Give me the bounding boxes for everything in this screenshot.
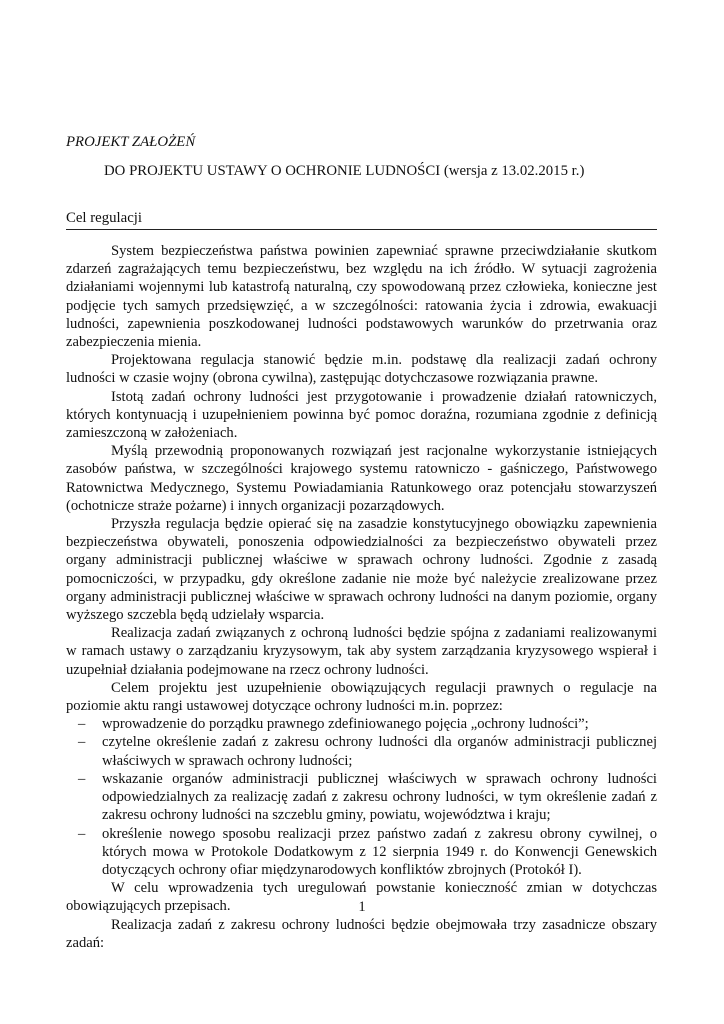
document-body — [66, 242, 657, 952]
page-number: 1 — [358, 899, 366, 915]
list-item-text: czytelne określenie zadań z zakresu ochrony ludności dla organów administracji publicznej właściwych w sprawach ochrony ludności; — [102, 734, 657, 769]
paragraph: Projektowana regulacja stanowić będzie m.in. podstawę dla realizacji zadań ochrony ludności w czasie wojny (obrona cywilna), zastępując dotychczasowe rozwiązania prawne. — [66, 352, 657, 387]
list-item-text: wprowadzenie do porządku prawnego zdefiniowanego pojęcia „ochrony ludności”; — [102, 716, 589, 733]
paragraph: Realizacja zadań z zakresu ochrony ludności będzie obejmowała trzy zasadnicze obszary zadań: — [66, 916, 657, 951]
bullet-dash: – — [78, 734, 86, 751]
list-item-text: określenie nowego sposobu realizacji przez państwo zadań z zakresu obrony cywilnej, o których mowa w Protokole Dodatkowym z 12 sierpnia 1949 r. do Konwencji Genewskich dotyczących ochrony ofiar międzynarodowych konfliktów zbrojnych (Protokół I). — [102, 825, 657, 878]
section-heading: Cel regulacji — [66, 209, 657, 230]
paragraph: Celem projektu jest uzupełnienie obowiązujących regulacji prawnych o regulacje na poziomie aktu rangi ustawowej dotyczące ochrony ludności m.in. poprzez: — [66, 679, 657, 715]
list-item-text: wskazanie organów administracji publicznej właściwych w sprawach ochrony ludności odpowiedzialnych za realizację zadań z zakresu ochrony ludności, w tym określenie zadań z zakresu ochrony ludności na szczeblu gminy, powiatu, województwa i kraju; — [102, 770, 657, 824]
document-title: DO PROJEKTU USTAWY O OCHRONIE LUDNOŚCI (wersja z 13.02.2015 r.) — [104, 163, 585, 179]
paragraph: Myślą przewodnią proponowanych rozwiązań jest racjonalne wykorzystanie istniejących zasobów państwa, w szczególności krajowego systemu ratowniczo - gaśniczego, Państwowego Ratownictwa Medycznego, Systemu Powiadamiania Ratunkowego oraz potencjału stowarzyszeń (ochotnicze straże pożarne) i innych organizacji pozarządowych. — [66, 443, 657, 514]
bullet-dash: – — [78, 770, 86, 787]
bullet-dash: – — [78, 716, 86, 733]
paragraph: Przyszła regulacja będzie opierać się na zasadzie konstytucyjnego obowiązku zapewnienia bezpieczeństwa obywateli, ponoszenia odpowiedzialności za bezpieczeństwo obywateli przez organy administracji publicznej właściwe w sprawach ochrony ludności. Zgodnie z zasadą pomocniczości, w przypadku, gdy określone zadanie nie może być należycie zrealizowane przez organy administracji publicznej właściwe w sprawach ochrony ludności na danym poziomie, organy wyższego szczebla będą udzielały wsparcia. — [66, 516, 657, 624]
list-item — [66, 825, 657, 880]
list-item — [66, 733, 657, 769]
paragraph: System bezpieczeństwa państwa powinien zapewniać sprawne przeciwdziałanie skutkom zdarzeń zagrażających temu bezpieczeństwu, bez względu na ich źródło. W sytuacji zagrożenia działaniami wojennymi lub katastrofą naturalną, czy spowodowaną przez człowieka, konieczne jest podjęcie tych samych przedsięwzięć, a w szczególności: ratowania życia i zdrowia, ewakuacji ludności, zapewnienia poszkodowanej ludności podstawowych warunków do przetrwania oraz zabezpieczenia mienia. — [66, 243, 657, 351]
paragraph: Realizacja zadań związanych z ochroną ludności będzie spójna z zadaniami realizowanymi w ramach ustawy o zarządzaniu kryzysowym, tak aby system zarządzania kryzysowego wspierał i uzupełniał działania podejmowane na rzecz ochrony ludności. — [66, 625, 657, 678]
list-item — [66, 770, 657, 825]
bullet-list — [66, 715, 657, 879]
bullet-dash: – — [78, 825, 86, 842]
paragraph: W celu wprowadzenia tych uregulowań powstanie konieczność zmian w dotychczas obowiązujących przepisach. — [66, 880, 657, 915]
document-pre-title: PROJEKT ZAŁOŻEŃ — [66, 134, 196, 150]
list-item — [66, 715, 657, 733]
paragraph: Istotą zadań ochrony ludności jest przygotowanie i prowadzenie działań ratowniczych, których kontynuacją i uzupełnieniem powinna być pomoc doraźna, rozumiana zgodnie z definicją zamieszczoną w założeniach. — [66, 388, 657, 442]
